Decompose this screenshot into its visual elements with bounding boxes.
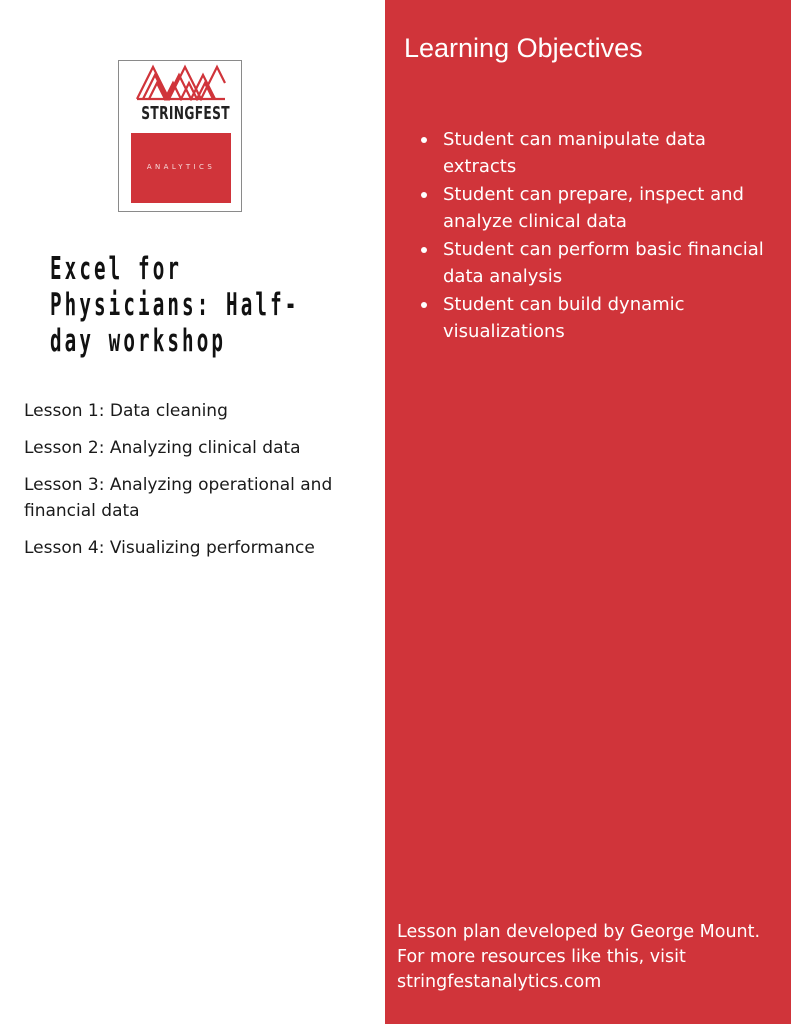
title-line-1: Excel for bbox=[50, 251, 183, 287]
objectives-heading: Learning Objectives bbox=[404, 33, 643, 63]
bullet-icon bbox=[421, 137, 427, 143]
lesson-item: Lesson 1: Data cleaning bbox=[24, 401, 228, 421]
lesson-item: Lesson 4: Visualizing performance bbox=[24, 538, 315, 558]
lesson-item: Lesson 2: Analyzing clinical data bbox=[24, 438, 301, 458]
zigzag-peaks-icon bbox=[135, 63, 227, 101]
objectives-list bbox=[418, 126, 783, 346]
objective-text: Student can build dynamic visualizations bbox=[443, 294, 685, 342]
bullet-icon bbox=[421, 302, 427, 308]
logo-brand-name: STRINGFEST bbox=[141, 103, 230, 124]
lesson-item: Lesson 3: Analyzing operational and financial data bbox=[24, 475, 333, 521]
objective-item bbox=[418, 126, 783, 180]
objective-text: Student can manipulate data extracts bbox=[443, 129, 706, 177]
objective-item bbox=[418, 236, 783, 290]
stringfest-logo bbox=[118, 60, 242, 212]
objective-item bbox=[418, 291, 783, 345]
bullet-icon bbox=[421, 247, 427, 253]
title-line-2: Physicians: Half- bbox=[50, 287, 300, 323]
objective-item bbox=[418, 181, 783, 235]
logo-red-band bbox=[131, 133, 231, 203]
objective-text: Student can prepare, inspect and analyze clinical data bbox=[443, 184, 744, 232]
objective-text: Student can perform basic financial data analysis bbox=[443, 239, 764, 287]
credit-text: Lesson plan developed by George Mount. For more resources like this, visit stringfestanalytics.com bbox=[397, 922, 761, 992]
lesson-list bbox=[24, 398, 374, 572]
bullet-icon bbox=[421, 192, 427, 198]
logo-tagline: ANALYTICS bbox=[146, 163, 216, 171]
title-line-3: day workshop bbox=[50, 323, 227, 359]
document-title bbox=[50, 251, 300, 359]
